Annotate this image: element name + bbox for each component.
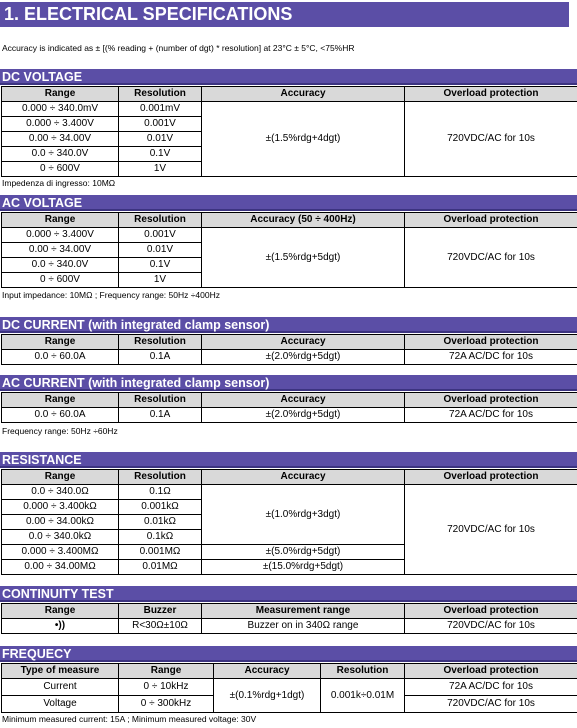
header-accuracy: Accuracy	[202, 87, 405, 102]
range-cell: 0 ÷ 600V	[2, 273, 119, 288]
range-cell: 0.0 ÷ 60.0A	[2, 408, 119, 423]
accuracy-cell: ±(15.0%rdg+5dgt)	[202, 560, 405, 575]
resolution-cell: 0.01MΩ	[119, 560, 202, 575]
resolution-cell: 0.001V	[119, 117, 202, 132]
header-accuracy: Accuracy (50 ÷ 400Hz)	[202, 213, 405, 228]
protection-cell: 72A AC/DC for 10s	[405, 350, 577, 365]
header-range: Range	[2, 213, 119, 228]
range-cell: 0.00 ÷ 34.00MΩ	[2, 560, 119, 575]
header-protection: Overload protection	[405, 87, 577, 102]
header-protection: Overload protection	[405, 335, 577, 350]
header-range: Range	[2, 604, 119, 619]
buzzer-cell: R<30Ω±10Ω	[119, 619, 202, 634]
header-protection: Overload protection	[405, 470, 577, 485]
ac-current-heading: AC CURRENT (with integrated clamp sensor)	[0, 375, 577, 391]
type-cell: Current	[2, 679, 119, 696]
dc-voltage-note: Impedenza di ingresso: 10MΩ	[2, 178, 116, 188]
header-resolution: Resolution	[119, 470, 202, 485]
dc-voltage-table	[1, 86, 577, 177]
resistance-heading: RESISTANCE	[0, 452, 577, 468]
accuracy-cell: ±(2.0%rdg+5dgt)	[202, 408, 405, 423]
resolution-cell: 0.1Ω	[119, 485, 202, 500]
type-cell: Voltage	[2, 696, 119, 713]
header-type: Type of measure	[2, 664, 119, 679]
range-cell: 0.0 ÷ 340.0kΩ	[2, 530, 119, 545]
range-cell: 0.0 ÷ 340.0Ω	[2, 485, 119, 500]
header-protection: Overload protection	[405, 213, 577, 228]
header-resolution: Resolution	[119, 335, 202, 350]
resolution-cell: 0.001V	[119, 228, 202, 243]
range-cell: 0.0 ÷ 340.0V	[2, 147, 119, 162]
ac-voltage-table	[1, 212, 577, 288]
frequency-heading: FREQUECY	[0, 646, 577, 662]
continuity-symbol-icon: •))	[2, 619, 119, 634]
accuracy-cell: ±(2.0%rdg+5dgt)	[202, 350, 405, 365]
resolution-cell: 0.1A	[119, 408, 202, 423]
protection-cell: 720VDC/AC for 10s	[405, 696, 577, 713]
header-accuracy: Accuracy	[214, 664, 321, 679]
header-range: Range	[119, 664, 214, 679]
header-range: Range	[2, 470, 119, 485]
range-cell: 0.0 ÷ 340.0V	[2, 258, 119, 273]
continuity-heading: CONTINUITY TEST	[0, 586, 577, 602]
range-cell: 0 ÷ 300kHz	[119, 696, 214, 713]
resolution-cell: 1V	[119, 273, 202, 288]
accuracy-cell: ±(0.1%rdg+1dgt)	[214, 679, 321, 713]
header-resolution: Resolution	[321, 664, 405, 679]
range-cell: 0 ÷ 10kHz	[119, 679, 214, 696]
resolution-cell: 1V	[119, 162, 202, 177]
resolution-cell: 0.1V	[119, 258, 202, 273]
header-protection: Overload protection	[405, 664, 577, 679]
ac-voltage-note: Input impedance: 10MΩ ; Frequency range: 50Hz ÷400Hz	[2, 290, 220, 300]
resolution-cell: 0.001MΩ	[119, 545, 202, 560]
header-buzzer: Buzzer	[119, 604, 202, 619]
header-accuracy: Accuracy	[202, 470, 405, 485]
range-cell: 0.000 ÷ 3.400V	[2, 228, 119, 243]
range-cell: 0 ÷ 600V	[2, 162, 119, 177]
frequency-note: Minimum measured current: 15A ; Minimum measured voltage: 30V	[2, 714, 257, 724]
header-range: Range	[2, 87, 119, 102]
resolution-cell: 0.1A	[119, 350, 202, 365]
frequency-table	[1, 663, 577, 713]
resolution-cell: 0.01V	[119, 132, 202, 147]
header-range: Range	[2, 393, 119, 408]
resolution-cell: 0.1kΩ	[119, 530, 202, 545]
accuracy-cell: ±(5.0%rdg+5dgt)	[202, 545, 405, 560]
ac-current-table	[1, 392, 577, 423]
header-range: Range	[2, 335, 119, 350]
ac-voltage-heading: AC VOLTAGE	[0, 195, 577, 211]
range-cell: 0.000 ÷ 3.400MΩ	[2, 545, 119, 560]
dc-voltage-heading: DC VOLTAGE	[0, 69, 577, 85]
resolution-cell: 0.001mV	[119, 102, 202, 117]
dc-current-table	[1, 334, 577, 365]
resolution-cell: 0.01V	[119, 243, 202, 258]
range-cell: 0.0 ÷ 60.0A	[2, 350, 119, 365]
accuracy-intro: Accuracy is indicated as ± [(% reading + (number of dgt) * resolution] at 23°C ± 5°C, <75%HR	[2, 43, 355, 53]
protection-cell: 720VDC/AC for 10s	[405, 102, 577, 177]
protection-cell: 720VDC/AC for 10s	[405, 619, 577, 634]
header-resolution: Resolution	[119, 87, 202, 102]
header-protection: Overload protection	[405, 604, 577, 619]
resolution-cell: 0.1V	[119, 147, 202, 162]
range-cell: 0.000 ÷ 3.400V	[2, 117, 119, 132]
accuracy-cell: ±(1.5%rdg+4dgt)	[202, 102, 405, 177]
resolution-cell: 0.01kΩ	[119, 515, 202, 530]
range-cell: 0.00 ÷ 34.00V	[2, 243, 119, 258]
protection-cell: 720VDC/AC for 10s	[405, 228, 577, 288]
page-title: 1. ELECTRICAL SPECIFICATIONS	[0, 2, 569, 27]
protection-cell: 720VDC/AC for 10s	[405, 485, 577, 575]
header-accuracy: Accuracy	[202, 335, 405, 350]
resolution-cell: 0.001k÷0.01M	[321, 679, 405, 713]
protection-cell: 72A AC/DC for 10s	[405, 408, 577, 423]
dc-current-heading: DC CURRENT (with integrated clamp sensor)	[0, 317, 577, 333]
measurement-cell: Buzzer on in 340Ω range	[202, 619, 405, 634]
protection-cell: 72A AC/DC for 10s	[405, 679, 577, 696]
header-accuracy: Accuracy	[202, 393, 405, 408]
continuity-table	[1, 603, 577, 634]
accuracy-cell: ±(1.0%rdg+3dgt)	[202, 485, 405, 545]
ac-current-note: Frequency range: 50Hz ÷60Hz	[2, 426, 118, 436]
header-resolution: Resolution	[119, 213, 202, 228]
range-cell: 0.000 ÷ 340.0mV	[2, 102, 119, 117]
header-measurement-range: Measurement range	[202, 604, 405, 619]
header-resolution: Resolution	[119, 393, 202, 408]
resolution-cell: 0.001kΩ	[119, 500, 202, 515]
range-cell: 0.00 ÷ 34.00V	[2, 132, 119, 147]
range-cell: 0.00 ÷ 34.00kΩ	[2, 515, 119, 530]
resistance-table	[1, 469, 577, 575]
header-protection: Overload protection	[405, 393, 577, 408]
accuracy-cell: ±(1.5%rdg+5dgt)	[202, 228, 405, 288]
range-cell: 0.000 ÷ 3.400kΩ	[2, 500, 119, 515]
